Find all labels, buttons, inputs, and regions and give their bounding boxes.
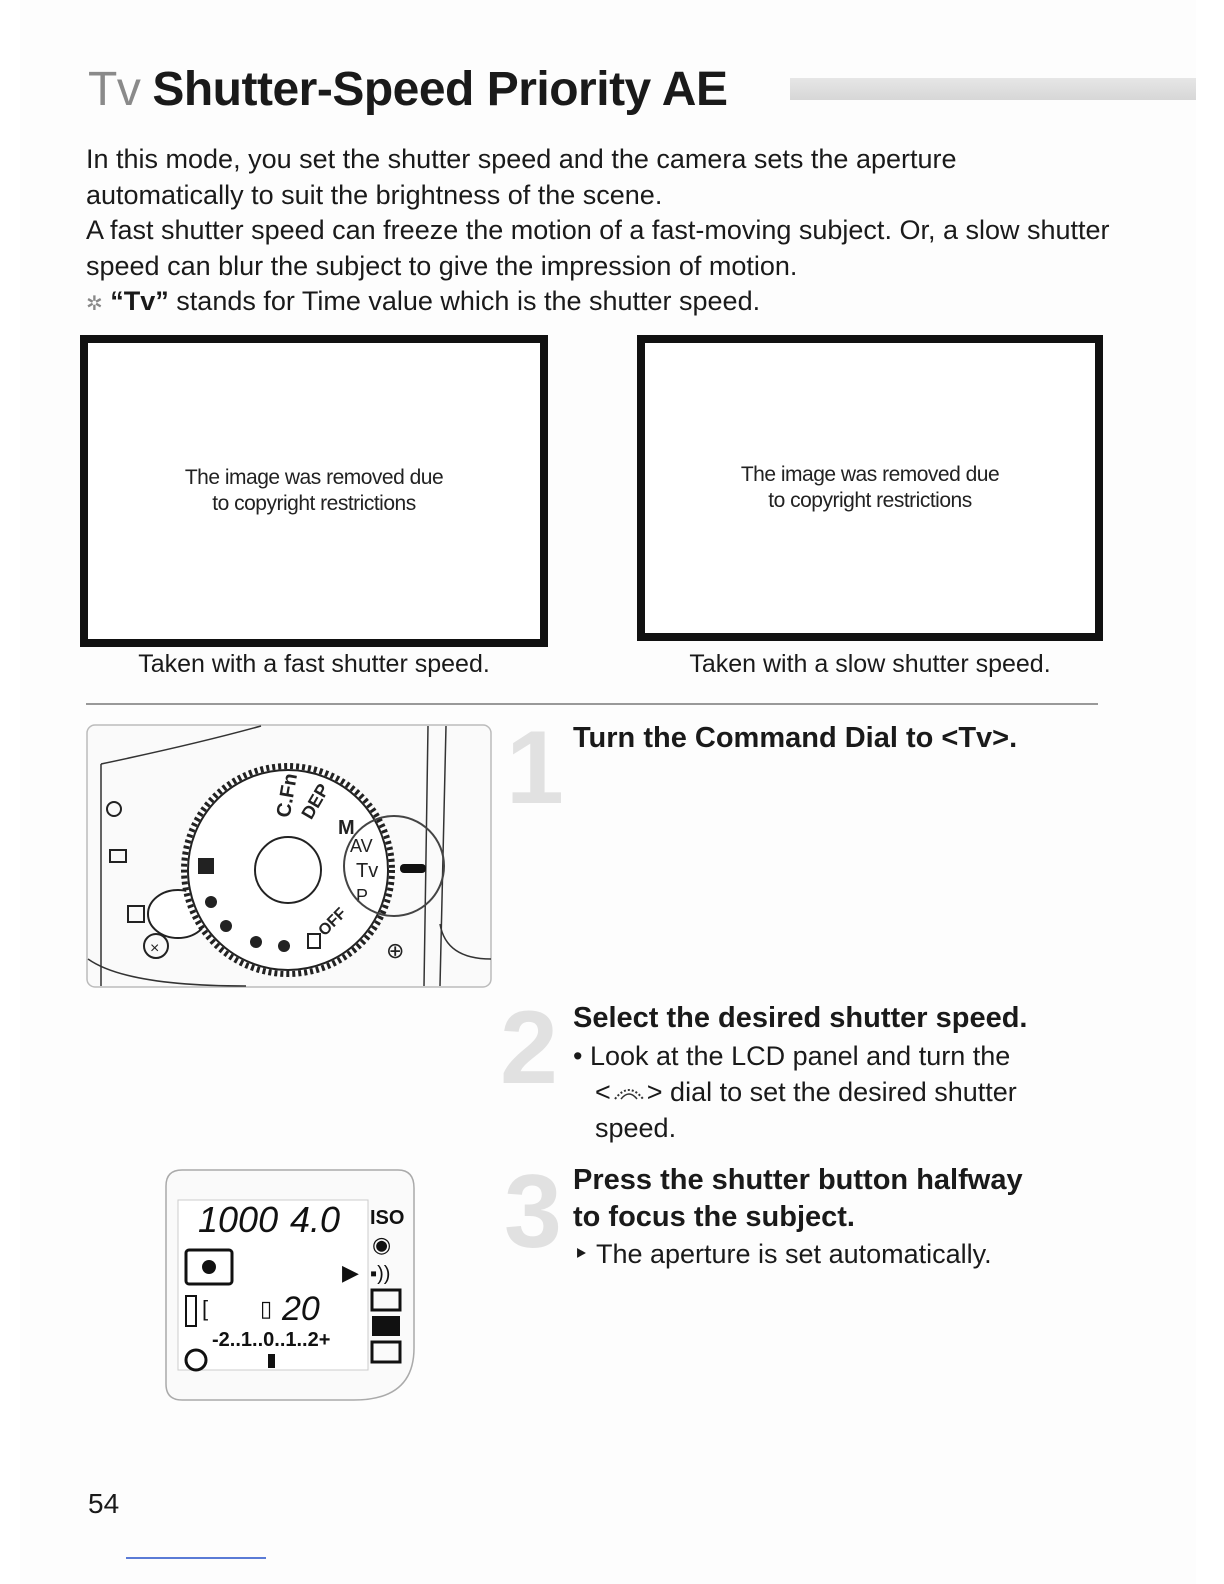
- dial-label-p: P: [356, 886, 369, 906]
- lcd-iso-label: ISO: [370, 1207, 405, 1229]
- lcd-panel-illustration: [164, 1168, 416, 1404]
- dial-label-av: AV: [350, 836, 373, 856]
- step-3-body: [573, 1236, 992, 1272]
- step-3-text: The aperture is set automatically.: [595, 1239, 992, 1269]
- photo-placeholder-line1: The image was removed due: [740, 463, 1000, 486]
- dial-label-dep: DEP: [297, 780, 334, 823]
- angle-open: <: [595, 1077, 611, 1107]
- step-2-line2: [573, 1074, 1017, 1110]
- step-1-title: Turn the Command Dial to <Tv>.: [573, 722, 1018, 754]
- photo-caption-fast: Taken with a fast shutter speed.: [138, 650, 490, 678]
- photo-placeholder-line1: The image was removed due: [184, 466, 444, 489]
- step-1-number: 1: [506, 710, 564, 826]
- svg-text:×: ×: [150, 940, 160, 957]
- step-2-body: [573, 1038, 1017, 1146]
- photo-fast-shutter: [80, 335, 548, 647]
- step-2-line1: Look at the LCD panel and turn the: [589, 1041, 1011, 1071]
- dial-label-tv: Tv: [356, 860, 379, 882]
- dial-index-mark: [400, 864, 426, 873]
- photo-placeholder-line2: to copyright restrictions: [212, 492, 416, 515]
- dial-label-m: M: [338, 817, 355, 839]
- play-arrow-icon: ▶: [342, 1260, 359, 1285]
- photo-placeholder-line2: to copyright restrictions: [768, 489, 972, 512]
- title-text: Shutter-Speed Priority AE: [152, 63, 728, 116]
- step-3-title: [573, 1162, 1023, 1236]
- photo-caption-slow: Taken with a slow shutter speed.: [689, 650, 1051, 678]
- lock-icon: ⊕: [386, 938, 405, 963]
- eye-icon: ◉: [372, 1232, 392, 1257]
- intro-paragraph-1: In this mode, you set the shutter speed and the camera sets the aperture automatically to suit the brightness of the scene.: [86, 144, 957, 210]
- mode-symbol: Tv: [88, 63, 141, 116]
- footer-line: [126, 1557, 266, 1559]
- step-3-number: 3: [504, 1154, 562, 1270]
- bullet: ‣: [573, 1239, 589, 1269]
- beep-icon: ▪)): [370, 1263, 391, 1285]
- exposure-scale: -2..1..0..1..2+: [212, 1329, 331, 1351]
- note-term: “Tv”: [110, 286, 169, 316]
- photo-slow-shutter: [637, 335, 1103, 641]
- title-decor-bar: [790, 78, 1196, 100]
- intro-note: [86, 284, 1116, 323]
- svg-text:▯: ▯: [260, 1296, 273, 1321]
- page-title: [88, 62, 727, 117]
- note-icon: ✲: [86, 293, 103, 315]
- dial-label-cfn: C.Fn: [272, 771, 303, 820]
- lcd-shutter-value: 1000: [198, 1199, 279, 1240]
- flash-comp-icon: [372, 1316, 400, 1336]
- bullet: •: [573, 1041, 583, 1071]
- step-2-number: 2: [500, 990, 558, 1106]
- exposure-level-mark: [268, 1354, 275, 1368]
- svg-text:[: [: [202, 1296, 209, 1321]
- intro-text: [86, 142, 1116, 323]
- lcd-aperture-value: 4.0: [290, 1199, 341, 1240]
- step-3-title-line2: to focus the subject.: [573, 1201, 855, 1233]
- intro-paragraph-2: A fast shutter speed can freeze the motion of a fast-moving subject. Or, a slow shutter speed can blur the subject to give the impression of motion.: [86, 215, 1110, 281]
- step-2-line3: speed.: [595, 1113, 677, 1143]
- dial-label-off: OFF: [315, 904, 351, 940]
- note-text: stands for Time value which is the shutter speed.: [168, 286, 761, 316]
- lcd-shots-remaining: 20: [282, 1290, 320, 1328]
- step-3-title-line1: Press the shutter button halfway: [573, 1164, 1023, 1196]
- page-number: 54: [88, 1488, 120, 1519]
- step-2-title: Select the desired shutter speed.: [573, 1002, 1028, 1034]
- section-divider: [86, 703, 1098, 705]
- step-2-line2-text: > dial to set the desired shutter: [646, 1077, 1017, 1107]
- main-dial-icon: [611, 1081, 647, 1103]
- command-dial-illustration: [86, 724, 494, 990]
